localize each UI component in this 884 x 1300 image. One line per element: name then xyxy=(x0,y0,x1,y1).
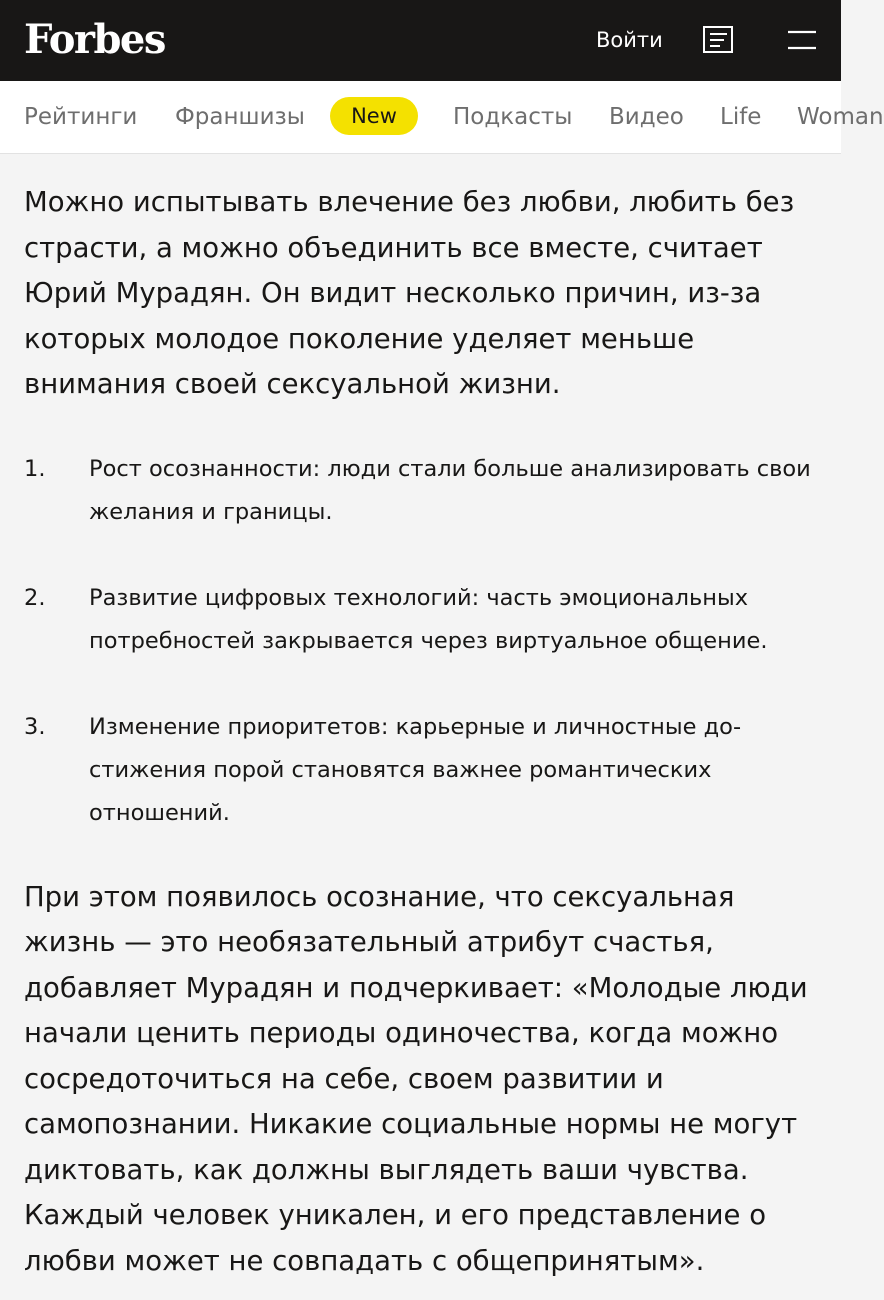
nav-item-woman[interactable]: Woman xyxy=(797,104,884,130)
nav-item-podcasts[interactable]: Подкасты xyxy=(453,104,573,130)
article-body xyxy=(24,180,821,1284)
list-document-icon xyxy=(702,25,736,57)
list-item-text: Изменение приоритетов: карьерные и личностные достижения порой становятся важнее романтических отношений. xyxy=(89,713,742,826)
nav-item-franchises[interactable]: Франшизы xyxy=(175,104,305,130)
rubrics-button[interactable] xyxy=(702,25,736,57)
login-button[interactable]: Войти xyxy=(596,28,663,52)
list-item-number: 2. xyxy=(24,584,46,611)
list-item xyxy=(24,577,821,663)
nav-item-ratings[interactable]: Рейтинги xyxy=(24,104,138,130)
menu-button[interactable] xyxy=(786,28,818,52)
hamburger-menu-icon xyxy=(786,28,818,52)
nav-item-new[interactable]: New xyxy=(330,97,418,135)
list-item xyxy=(24,706,821,835)
article-paragraph: При этом появилось осознание, что сексуальная жизнь — это необязательный атрибут счастья, добавляет Мурадян и подчеркивает: «Молодые люди начали ценить периоды одиночества, когда можно сосредоточиться на себе, своем развитии и самопознании. Никакие социальные нормы не могут диктовать, как должны выглядеть ваши чувства. Каждый человек уникален, и его представление о любви может не совпадать с общепринятым». xyxy=(24,880,808,1277)
nav-item-video[interactable]: Видео xyxy=(609,104,684,130)
list-item xyxy=(24,448,821,534)
forbes-logo[interactable]: Forbes xyxy=(24,16,165,63)
article-paragraph: Можно испытывать влечение без любви, любить без страсти, а можно объединить все вместе, считает Юрий Мурадян. Он видит несколько причин, из-за которых молодое поколение уделяет меньше внимания своей сексуальной жизни. xyxy=(24,186,795,400)
reasons-list xyxy=(24,448,821,835)
list-item-number: 3. xyxy=(24,713,46,740)
list-item-text: Развитие цифровых технологий: часть эмоциональных потребностей закрывается через виртуальное общение. xyxy=(89,584,768,654)
list-item-number: 1. xyxy=(24,455,46,482)
nav-item-life[interactable]: Life xyxy=(720,104,762,130)
top-bar xyxy=(0,0,841,81)
list-item-text: Рост осознанности: люди стали больше анализировать свои желания и границы. xyxy=(89,455,811,525)
section-nav xyxy=(0,81,884,154)
